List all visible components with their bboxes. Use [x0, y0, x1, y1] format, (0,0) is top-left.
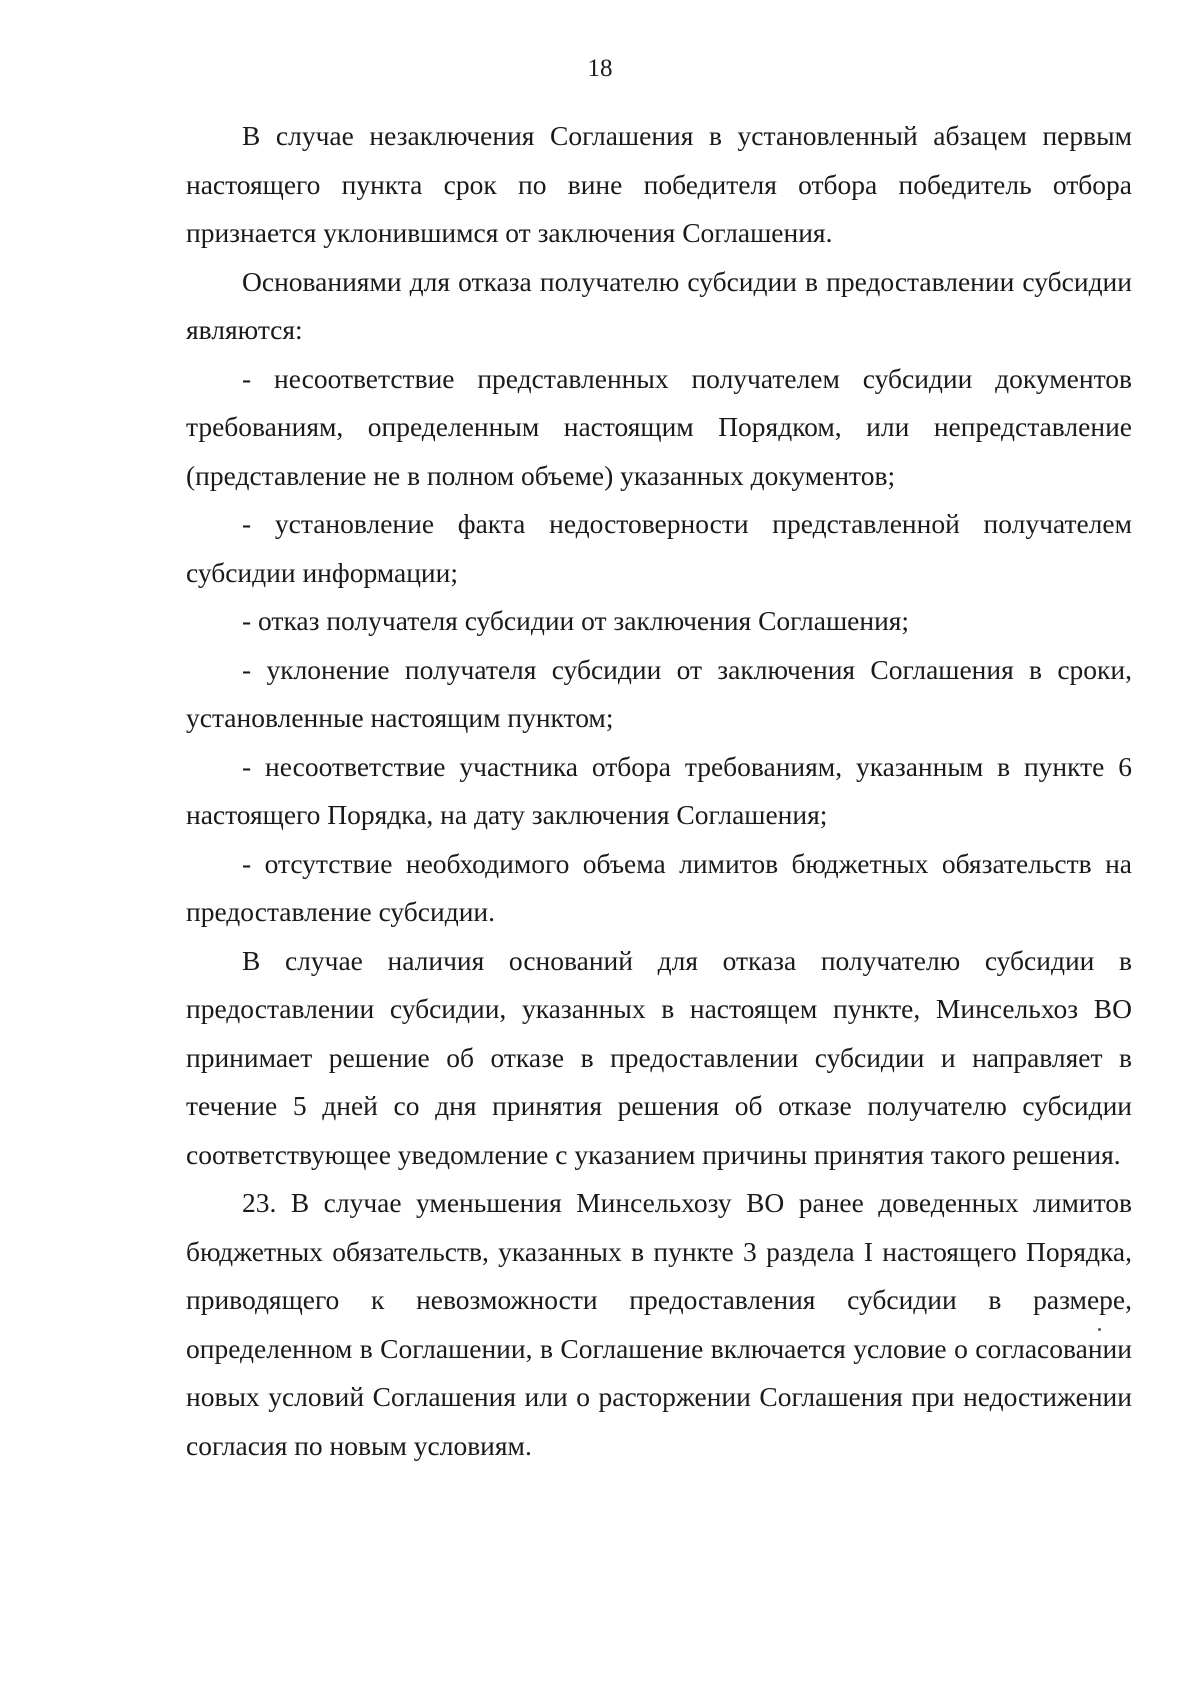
list-item-false-information: - установление факта недостоверности представленной получателем субсидии информации; — [186, 508, 1132, 588]
paragraph-non-conclusion: В случае незаключения Соглашения в установленный абзацем первым настоящего пункта срок по вине победителя отбора победитель отбора признается уклонившимся от заключения Соглашения. — [186, 120, 1132, 248]
paragraph-refusal-grounds: Основаниями для отказа получателю субсидии в предоставлении субсидии являются: — [186, 265, 1132, 345]
document-body — [186, 112, 1132, 1470]
list-item-no-budget-limits: - отсутствие необходимого объема лимитов бюджетных обязательств на предоставление субсидии. — [186, 847, 1132, 927]
scan-speck — [1098, 1328, 1101, 1331]
paragraph-refusal-decision: В случае наличия оснований для отказа получателю субсидии в предоставлении субсидии, указанных в настоящем пункте, Минсельхоз ВО принимает решение об отказе в предоставлении субсидии и направляет в течение 5 дней со дня принятия решения об отказе получателю субсидии соответствующее уведомление с указанием причины принятия такого решения. — [186, 944, 1132, 1170]
list-item-refusal-to-sign: - отказ получателя субсидии от заключения Соглашения; — [242, 605, 910, 636]
page-number: 18 — [587, 55, 613, 82]
paragraph-section-23: 23. В случае уменьшения Минсельхозу ВО ранее доведенных лимитов бюджетных обязательств, указанных в пункте 3 раздела I настоящего Порядка, приводящего к невозможности предоставления субсидии в размере, определенном в Соглашении, в Соглашение включается условие о согласовании новых условий Соглашения или о расторжении Соглашения при недостижении согласия по новым условиям. — [186, 1187, 1132, 1461]
list-item-evasion: - уклонение получателя субсидии от заключения Соглашения в сроки, установленные настоящим пунктом; — [186, 653, 1132, 733]
list-item-requirements-mismatch: - несоответствие участника отбора требованиям, указанным в пункте 6 настоящего Порядка, на дату заключения Соглашения; — [186, 750, 1132, 830]
list-item-documents-mismatch: - несоответствие представленных получателем субсидии документов требованиям, определенным настоящим Порядком, или непредставление (представление не в полном объеме) указанных документов; — [186, 362, 1132, 491]
